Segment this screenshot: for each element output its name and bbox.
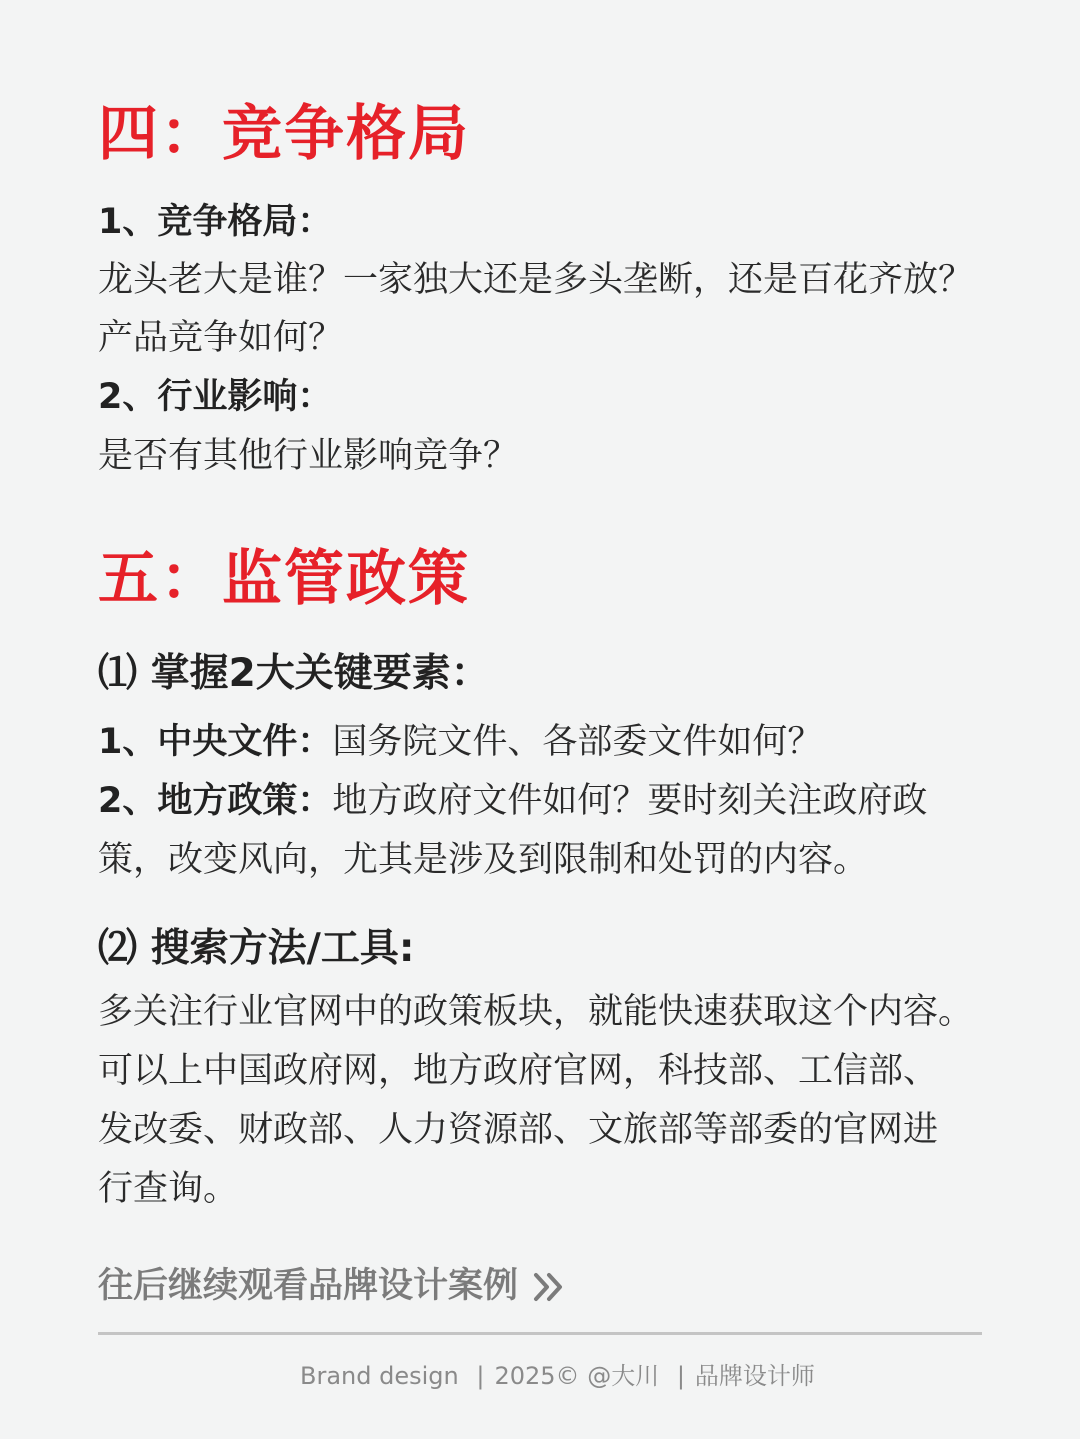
footer-year: 2025©	[494, 1362, 580, 1390]
central-documents-text: 国务院文件、各部委文件如何？	[332, 722, 823, 762]
industry-impact-text: 是否有其他行业影响竞争？	[98, 436, 519, 476]
key-elements-heading: ⑴ 掌握2大关键要素：	[98, 651, 490, 696]
continue-viewing-link[interactable]	[98, 1262, 566, 1310]
central-documents-label: 1、中央文件：	[98, 722, 333, 762]
section-title-regulation: 五：监管政策	[98, 544, 470, 614]
footer-separator: |	[476, 1362, 485, 1390]
footer-role: 品牌设计师	[694, 1362, 815, 1390]
local-policy-text: 地方政府文件如何？要时刻关注政府政	[332, 781, 928, 821]
search-methods-text: 行查询。	[98, 1169, 239, 1209]
search-methods-text: 多关注行业官网中的政策板块，就能快速获取这个内容。	[98, 992, 974, 1032]
industry-impact-label: 2、行业影响：	[98, 377, 333, 417]
footer-brand: Brand design	[300, 1362, 459, 1390]
local-policy-label: 2、地方政策：	[98, 781, 333, 821]
footer	[300, 1360, 815, 1392]
central-documents-line	[98, 718, 822, 766]
local-policy-text-cont: 策，改变风向，尤其是涉及到限制和处罚的内容。	[98, 840, 869, 880]
competition-item-text: 产品竞争如何？	[98, 318, 344, 358]
competition-item-label: 1、竞争格局：	[98, 202, 333, 242]
continue-viewing-label: 往后继续观看品牌设计案例	[98, 1266, 519, 1306]
footer-divider	[98, 1332, 982, 1335]
section-title-competition: 四：竞争格局	[98, 99, 470, 169]
footer-separator: |	[676, 1362, 685, 1390]
search-methods-text: 发改委、财政部、人力资源部、文旅部等部委的官网进	[98, 1110, 939, 1150]
double-chevron-right-icon	[532, 1269, 566, 1303]
search-methods-heading: ⑵ 搜索方法/工具:	[98, 926, 415, 971]
footer-author: @大川	[587, 1362, 660, 1390]
competition-item-text: 龙头老大是谁？一家独大还是多头垄断，还是百花齐放？	[98, 260, 974, 300]
search-methods-text: 可以上中国政府网，地方政府官网，科技部、工信部、	[98, 1051, 939, 1091]
local-policy-line	[98, 777, 927, 825]
